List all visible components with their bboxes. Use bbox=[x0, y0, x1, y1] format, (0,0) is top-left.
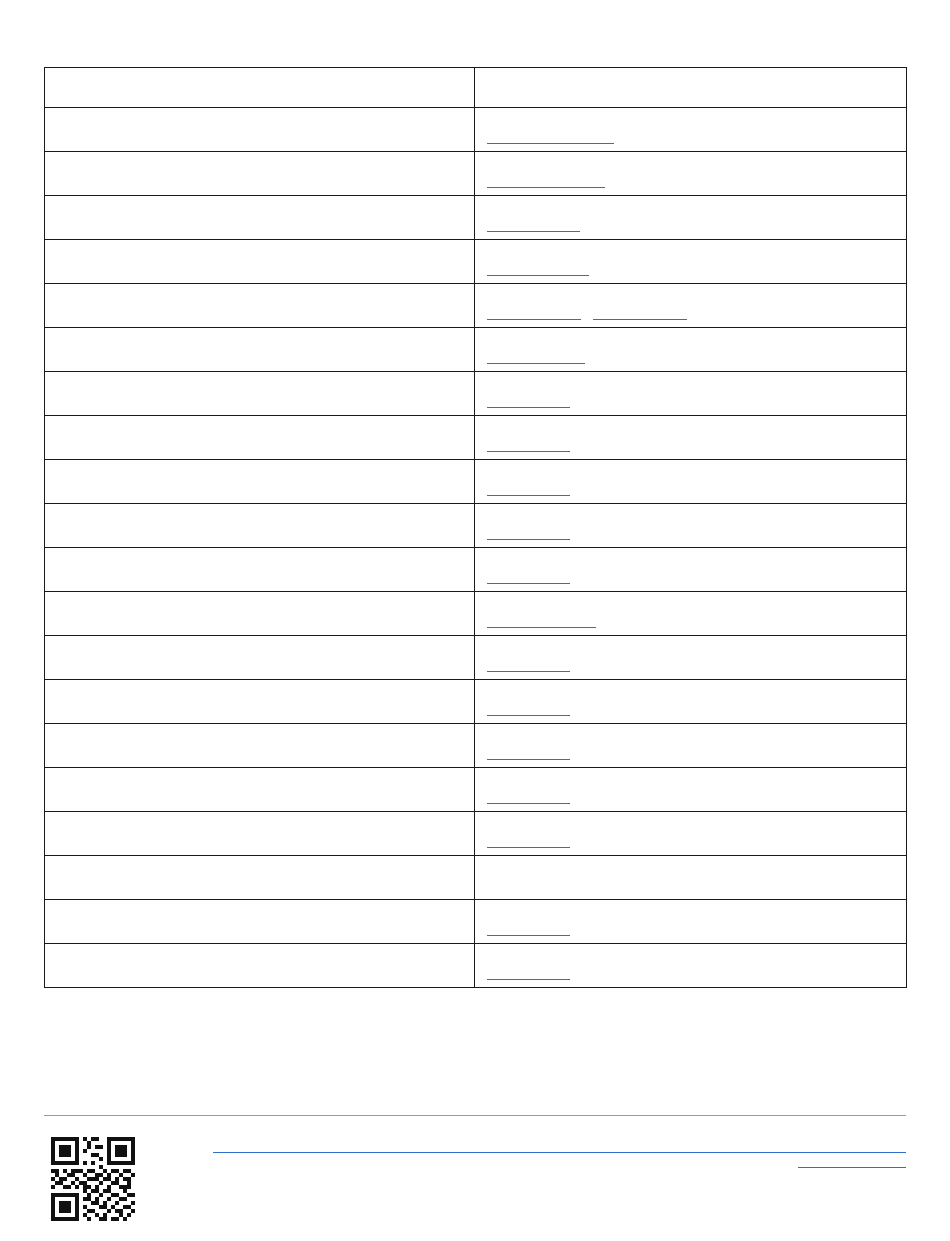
table-cell bbox=[475, 812, 907, 856]
table-row bbox=[45, 504, 907, 548]
table-link[interactable] bbox=[487, 363, 585, 364]
footer-divider bbox=[44, 1115, 906, 1116]
table-cell bbox=[45, 724, 475, 768]
table-link[interactable] bbox=[487, 495, 570, 496]
table-cell bbox=[475, 372, 907, 416]
table-link[interactable] bbox=[487, 231, 580, 232]
table-link[interactable] bbox=[487, 451, 570, 452]
document-table bbox=[44, 67, 907, 988]
table-cell bbox=[475, 504, 907, 548]
table-cell bbox=[475, 108, 907, 152]
table-row bbox=[45, 328, 907, 372]
table-cell bbox=[45, 284, 475, 328]
table-cell bbox=[45, 768, 475, 812]
table-link[interactable] bbox=[487, 143, 614, 144]
table-cell bbox=[45, 592, 475, 636]
table-cell bbox=[45, 504, 475, 548]
table-cell bbox=[475, 592, 907, 636]
footer-link[interactable] bbox=[213, 1152, 906, 1153]
table-link[interactable] bbox=[487, 715, 570, 716]
table-cell bbox=[45, 108, 475, 152]
table-link[interactable] bbox=[487, 803, 570, 804]
table-link[interactable] bbox=[487, 627, 596, 628]
table-link[interactable] bbox=[487, 275, 589, 276]
table-row bbox=[45, 416, 907, 460]
table-link[interactable] bbox=[593, 319, 687, 320]
table-row bbox=[45, 812, 907, 856]
table-row bbox=[45, 724, 907, 768]
table-cell bbox=[45, 636, 475, 680]
table-row bbox=[45, 768, 907, 812]
table-row bbox=[45, 152, 907, 196]
table-row bbox=[45, 856, 907, 900]
table-header-cell bbox=[475, 68, 907, 108]
table-link[interactable] bbox=[487, 759, 570, 760]
table-cell bbox=[475, 240, 907, 284]
table-cell bbox=[45, 900, 475, 944]
footer-link[interactable] bbox=[798, 1167, 906, 1168]
table-cell bbox=[45, 680, 475, 724]
table-cell bbox=[45, 856, 475, 900]
table-cell bbox=[475, 328, 907, 372]
table-link[interactable] bbox=[487, 583, 570, 584]
table-cell bbox=[45, 812, 475, 856]
table-cell bbox=[475, 460, 907, 504]
table-cell bbox=[45, 152, 475, 196]
table-cell bbox=[45, 944, 475, 988]
table-header-cell bbox=[45, 68, 475, 108]
qr-code-icon[interactable] bbox=[51, 1137, 135, 1221]
table-cell bbox=[45, 460, 475, 504]
table-cell bbox=[45, 548, 475, 592]
table-link[interactable] bbox=[487, 539, 570, 540]
table-cell bbox=[475, 152, 907, 196]
table-cell bbox=[475, 196, 907, 240]
table-cell bbox=[475, 768, 907, 812]
table-row bbox=[45, 592, 907, 636]
table-row bbox=[45, 680, 907, 724]
table-cell bbox=[475, 548, 907, 592]
table-row bbox=[45, 944, 907, 988]
table-link[interactable] bbox=[487, 671, 570, 672]
table-row bbox=[45, 900, 907, 944]
table-header-row bbox=[45, 68, 907, 108]
table-link[interactable] bbox=[487, 847, 570, 848]
table-cell bbox=[475, 680, 907, 724]
table-row bbox=[45, 372, 907, 416]
table-cell bbox=[475, 636, 907, 680]
table-cell bbox=[45, 328, 475, 372]
table-link[interactable] bbox=[487, 187, 605, 188]
table-row bbox=[45, 460, 907, 504]
table-row bbox=[45, 284, 907, 328]
table-row bbox=[45, 196, 907, 240]
table-row bbox=[45, 240, 907, 284]
table-cell bbox=[45, 240, 475, 284]
table-row bbox=[45, 636, 907, 680]
table-cell bbox=[475, 856, 907, 900]
table-link[interactable] bbox=[487, 935, 570, 936]
table-cell bbox=[475, 724, 907, 768]
table-row bbox=[45, 108, 907, 152]
table-link[interactable] bbox=[487, 407, 570, 408]
table-cell bbox=[45, 416, 475, 460]
table-cell bbox=[475, 284, 907, 328]
table-cell bbox=[475, 900, 907, 944]
table-row bbox=[45, 548, 907, 592]
table-link[interactable] bbox=[487, 979, 570, 980]
table-cell bbox=[475, 416, 907, 460]
table-cell bbox=[45, 372, 475, 416]
table-cell bbox=[45, 196, 475, 240]
table-link[interactable] bbox=[487, 319, 581, 320]
table-cell bbox=[475, 944, 907, 988]
